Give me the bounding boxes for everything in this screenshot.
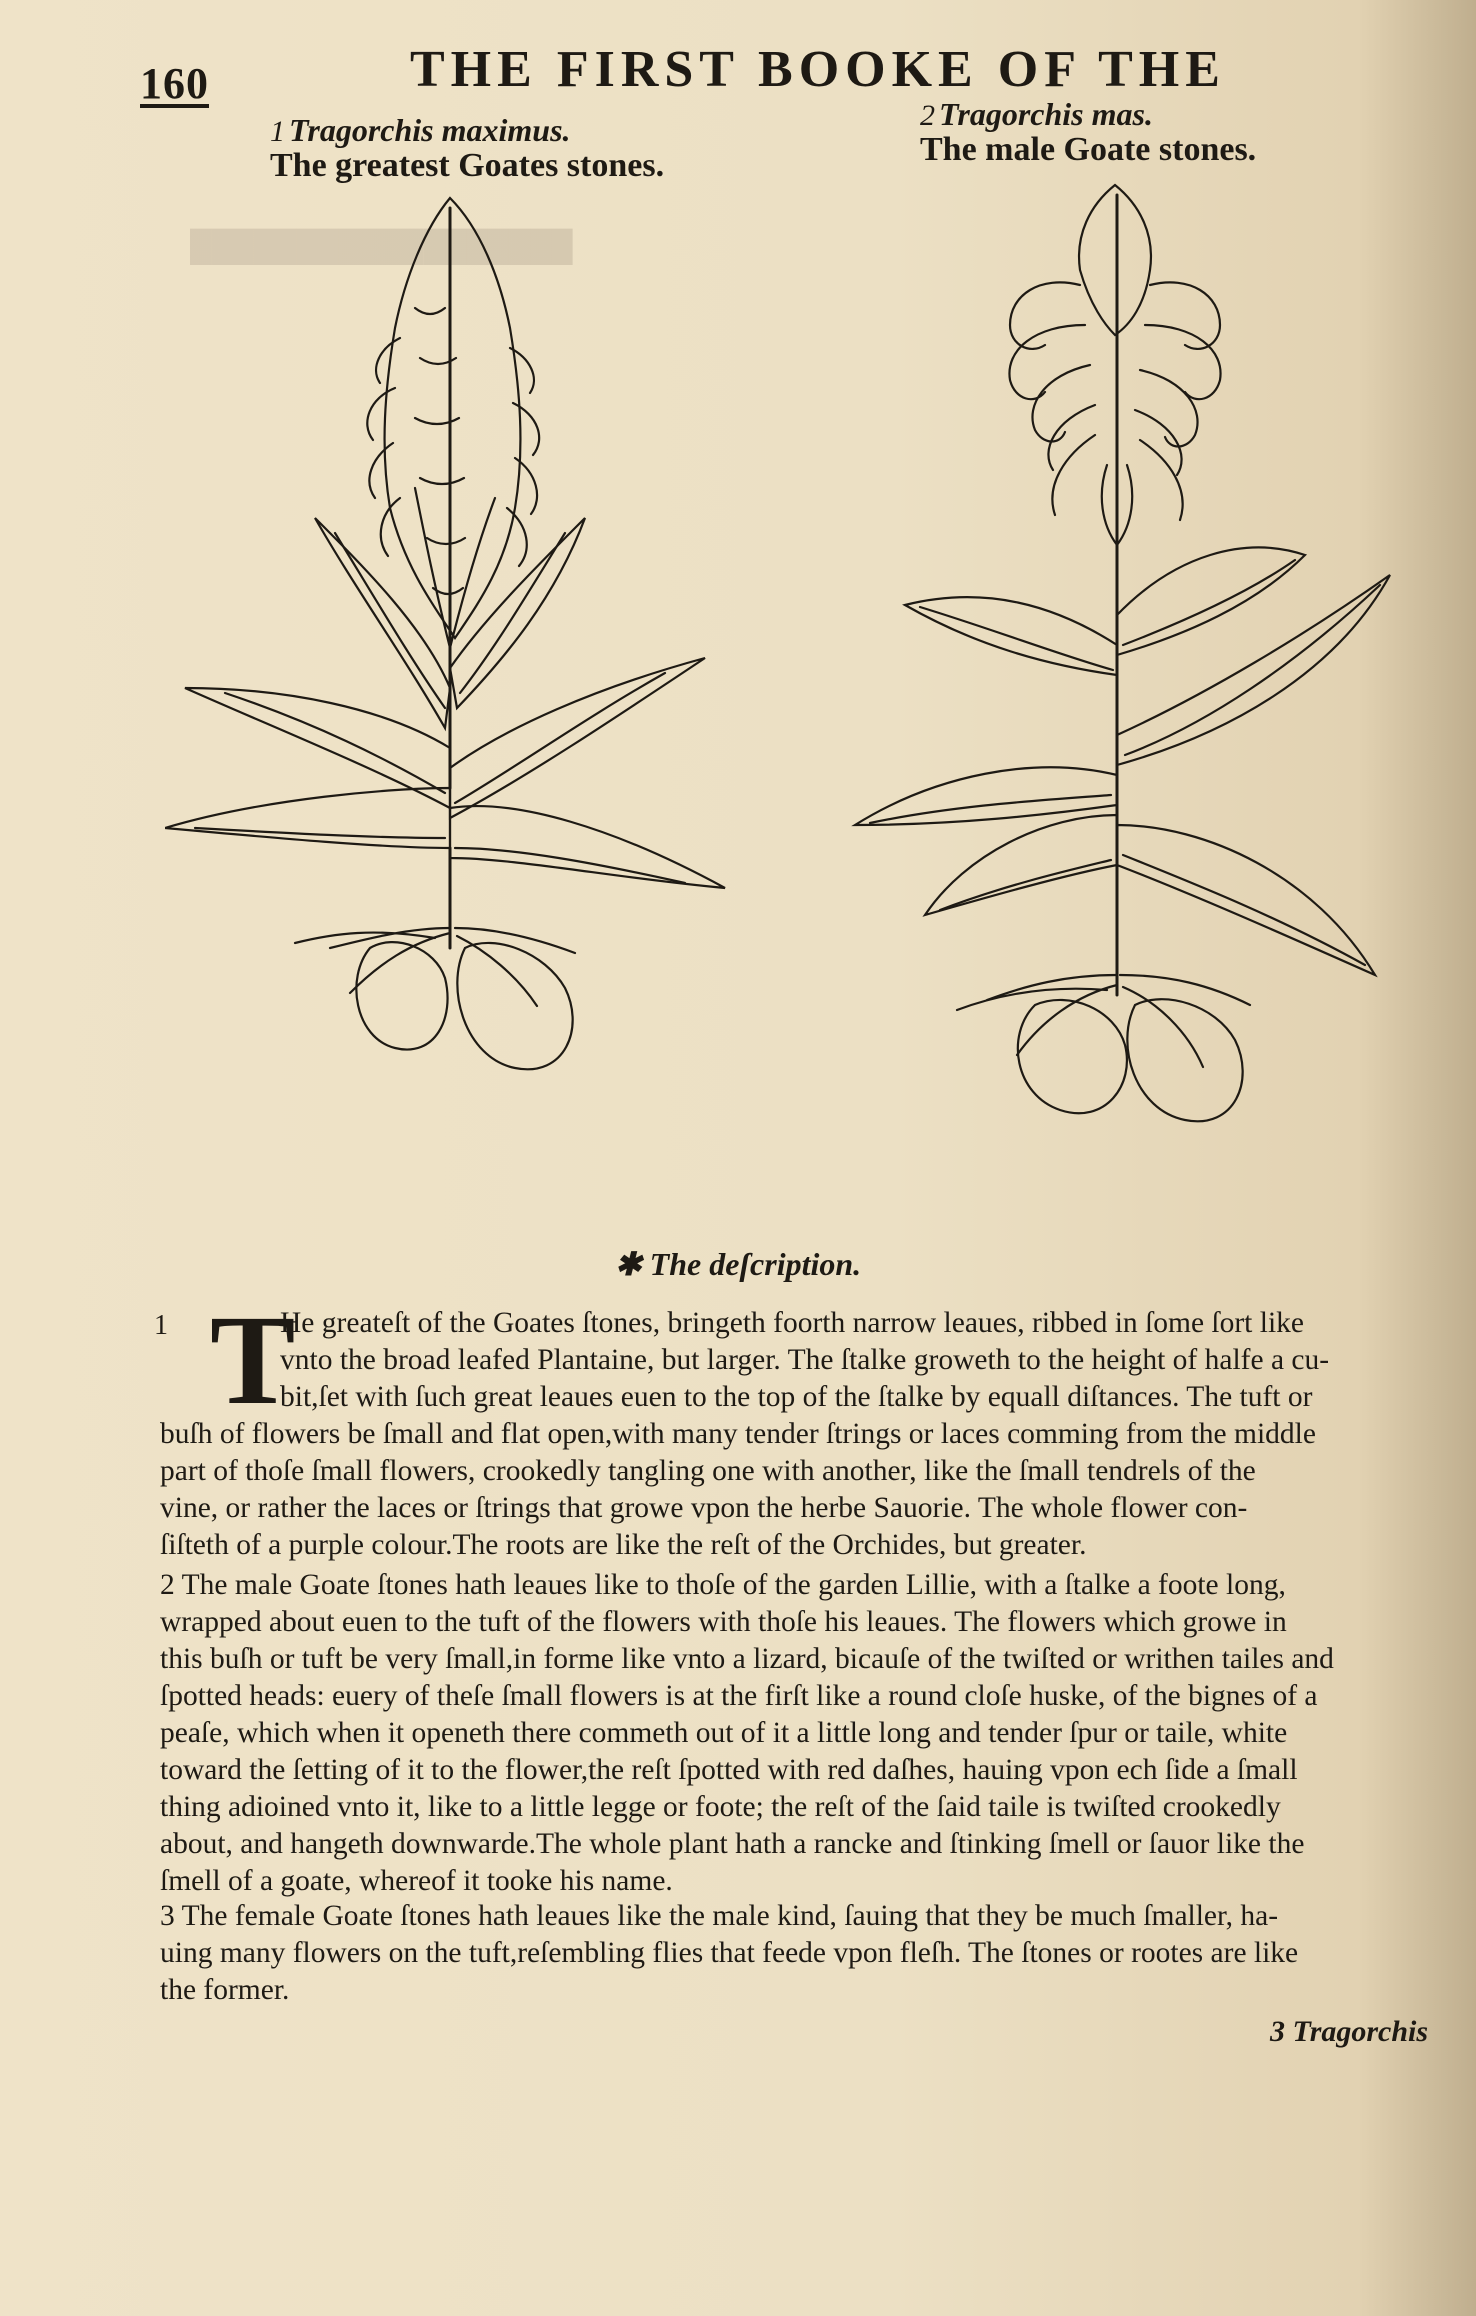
text-line <box>160 1567 1430 1604</box>
text-line: vnto the broad leafed Plantaine, but larger. The ſtalke groweth to the height of halfe a cu- <box>280 1344 1330 1376</box>
figure-english-name: The male Goate stones. <box>920 131 1257 168</box>
section-heading: ✱ The deſcription. <box>614 1246 862 1282</box>
text-line: wrapped about euen to the tuft of the flowers with thoſe his leaues. The flowers which growe in <box>160 1606 1287 1638</box>
text-line: peaſe, which when it openeth there commeth out of it a little long and tender ſpur or taile, white <box>160 1717 1288 1749</box>
figure-latin-name: Tragorchis maximus. <box>289 112 571 148</box>
text-line: this buſh or tuft be very ſmall,in forme like vnto a lizard, bicauſe of the twiſted or writhen tailes and <box>160 1643 1334 1675</box>
text-line: He greateſt of the Goates ſtones, bringeth foorth narrow leaues, ribbed in ſome ſort like <box>280 1307 1304 1339</box>
text-line: ſiſteth of a purple colour.The roots are like the reſt of the Orchides, but greater. <box>160 1529 1087 1561</box>
text-line: part of thoſe ſmall flowers, crookedly tangling one with another, like the ſmall tendrels of the <box>160 1455 1256 1487</box>
text-line-content: The male Goate ſtones hath leaues like to thoſe of the garden Lillie, with a ſtalke a foote long, <box>181 1569 1286 1601</box>
text-line: the former. <box>160 1974 290 2006</box>
description-entry-3 <box>160 1898 1430 2009</box>
running-head: THE FIRST BOOKE OF THE <box>410 41 1226 98</box>
text-line <box>160 1898 1430 1935</box>
text-line: vine, or rather the laces or ſtrings that growe vpon the herbe Sauorie. The whole flower con- <box>160 1492 1248 1524</box>
text-line: toward the ſetting of it to the flower,the reſt ſpotted with red daſhes, hauing vpon ech ſide a ſmall <box>160 1754 1298 1786</box>
woodcut-greatest-goates-stones <box>165 188 735 1148</box>
description-entry-1 <box>154 1289 1430 1564</box>
text-line-content: The female Goate ſtones hath leaues like the male kind, ſauing that they be much ſmaller, ha- <box>181 1900 1279 1932</box>
text-line: about, and hangeth downwarde.The whole plant hath a rancke and ſtinking ſmell or ſauor like the <box>160 1828 1305 1860</box>
text-line: buſh of flowers be ſmall and flat open,with many tender ſtrings or laces comming from the middle <box>160 1418 1316 1450</box>
woodcut-male-goate-stones <box>845 175 1405 1155</box>
entry-number: 1 <box>154 1310 168 1341</box>
text-line: bit,ſet with ſuch great leaues euen to the top of the ſtalke by equall diſtances. The tuft or <box>280 1381 1313 1413</box>
entry-number: 3 <box>160 1900 175 1932</box>
description-entry-2 <box>160 1567 1430 1900</box>
drop-cap: T <box>210 1289 296 1431</box>
entry-number: 2 <box>160 1569 175 1601</box>
figure-caption-1 <box>270 112 664 185</box>
figure-english-name: The greatest Goates stones. <box>270 147 665 184</box>
page-number: 160 <box>140 59 209 108</box>
figure-number: 1 <box>270 115 285 148</box>
text-line: thing adioined vnto it, like to a little legge or foote; the reſt of the ſaid taile is twiſted crookedly <box>160 1791 1281 1823</box>
text-line: uing many flowers on the tuft,reſembling flies that feede vpon fleſh. The ſtones or rootes are like <box>160 1937 1299 1969</box>
text-line: ſmell of a goate, whereof it tooke his name. <box>160 1865 673 1897</box>
figure-number: 2 <box>920 99 935 132</box>
show-through: ██████████████████ <box>190 230 573 263</box>
figure-caption-2 <box>920 96 1256 169</box>
figure-latin-name: Tragorchis mas. <box>939 96 1153 132</box>
text-line: ſpotted heads: euery of theſe ſmall flowers is at the firſt like a round cloſe huske, of the bignes of a <box>160 1680 1318 1712</box>
catchword: 3 Tragorchis <box>1270 2015 1429 2048</box>
